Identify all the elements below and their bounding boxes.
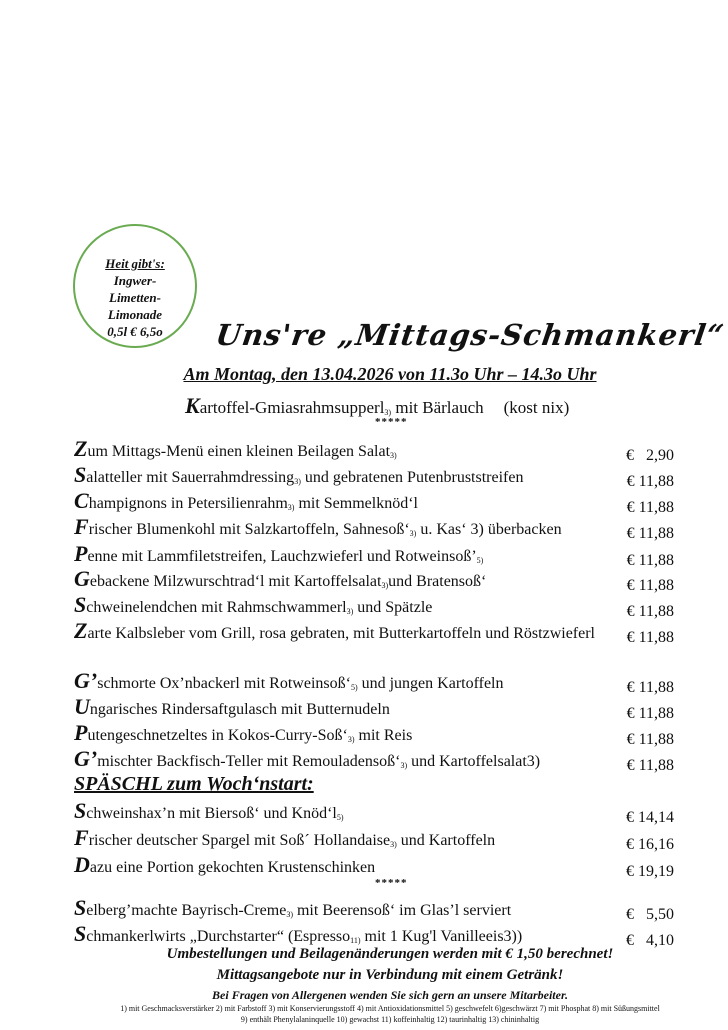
dessert-item: Schmankerlwirts „Durchstarter“ (Espresso$_{11)}$ mit 1 Kug'l Vanilleeis3)) € 4,10 (74, 923, 674, 952)
price: € 11,88 (626, 577, 674, 594)
menu-item: G’mischter Backfisch-Teller mit $Remouladensoß‘_{3)}$ und Kartoffelsalat3) € 11,88 (74, 748, 674, 777)
menu-item: Zum Mittags-Menü einen kleinen Beilagen Salat$_{3)}$ € 2,90 (74, 438, 674, 467)
footer-line-2: Mittagsangebote nur in Verbindung mit einem Getränk! (216, 967, 564, 983)
badge-price: 0,5l € 6,5o (107, 324, 163, 339)
price: € 14,14 (626, 809, 674, 826)
price: € 11,88 (626, 679, 674, 696)
special-item: Schweinshax’n mit Biersoß‘ und $Knöd‘l_{5)}$ € 14,14 (74, 800, 674, 829)
menu-headline: Uns're „Mittags-Schmankerl“ (213, 318, 727, 352)
menu-item: Gebackene Milzwurschtrad‘l mit Kartoffelsalat$_{3)}$und Bratensoß‘ € 11,88 (74, 568, 674, 597)
menu-item: Ungarisches Rindersaftgulasch mit Butternudeln € 11,88 (74, 696, 674, 725)
menu-item: Penne mit Lammfiletstreifen, Lauchzwieferl und $Rotweinsoß’_{5)}$ € 11,88 (74, 543, 674, 572)
price: € 16,16 (626, 836, 674, 853)
price: € 11,88 (626, 603, 674, 620)
footer-line-1: Umbestellungen und Beilagenänderungen werden mit € 1,50 berechnet! (166, 946, 614, 962)
dessert-item: Selberg’machte Bayrisch-Creme$_{3)}$ mit Beerensoß‘ im Glas’l serviert € 5,50 (74, 897, 674, 926)
allergen-legend-1: 1) mit Geschmacksverstärker 2) mit Farbstoff 3) mit Konservierungsstoff 4) mit Antioxidationsmittel 5) geschwefelt 6)geschwärzt 7) mit Phosphat 8) mit Süßungsmittel (120, 1004, 660, 1013)
allergen-legend-2: 9) enthält Phenylalaninquelle 10) gewachst 11) koffeinhaltig 12) taurinhaltig 13) chininhaltig (240, 1015, 540, 1024)
price: € 5,50 (626, 906, 674, 923)
divider-stars: ***** (375, 877, 408, 889)
price: € 11,88 (626, 499, 674, 516)
badge-title: Heit gibt's: (105, 256, 165, 271)
section-title: SPÄSCHL zum Woch‘nstart: (74, 773, 314, 795)
price: € 11,88 (626, 731, 674, 748)
menu-item: G’schmorte Ox’nbackerl mit $Rotweinsoß‘_{5)}$ und jungen Kartoffeln € 11,88 (74, 670, 674, 699)
price: € 2,90 (626, 447, 674, 464)
menu-item: Salatteller mit Sauerrahmdressing$_{3)}$ und gebratenen Putenbruststreifen € 11,88 (74, 464, 674, 493)
menu-item: Zarte Kalbsleber vom Grill, rosa gebraten, mit Butterkartoffeln und Röstzwieferl € 11,88 (74, 620, 674, 649)
price: € 11,88 (626, 552, 674, 569)
daily-special-badge (73, 224, 197, 348)
price: € 11,88 (626, 629, 674, 646)
price: € 19,19 (626, 863, 674, 880)
badge-line: Limonade (107, 307, 163, 322)
special-item: Dazu eine Portion gekochten Krustenschinken € 19,19 (74, 854, 674, 883)
date-line: Am Montag, den 13.04.2026 von 11.3o Uhr – 14.3o Uhr (183, 364, 597, 384)
price: € 4,10 (626, 932, 674, 949)
special-item: Frischer deutscher Spargel mit Soß´ Hollandaise$_{3)}$ und Kartoffeln € 16,16 (74, 827, 674, 856)
price: € 11,88 (626, 705, 674, 722)
price: € 11,88 (626, 473, 674, 490)
divider-stars: ***** (375, 416, 408, 428)
menu-item: Putengeschnetzeltes in Kokos-$Curry-Soß‘_{3)}$ mit Reis € 11,88 (74, 722, 674, 751)
menu-item: Schweinelendchen mit Rahmschwammerl$_{3)}$ und Spätzle € 11,88 (74, 594, 674, 623)
footer-line-3: Bei Fragen von Allergenen wenden Sie sich gern an unsere Mitarbeiter. (212, 988, 568, 1002)
soup-line: Kartoffel-Gmiasrahmsupperl$_{3)}$ mit Bärlauch (kost nix) (185, 393, 570, 418)
menu-item: Frischer Blumenkohl mit Salzkartoffeln, $Sahnesoß‘_{3)}$ u. Kas‘ 3) überbacken € 11,88 (74, 516, 674, 545)
price: € 11,88 (626, 525, 674, 542)
price: € 11,88 (626, 757, 674, 774)
badge-line: Ingwer- (113, 273, 157, 288)
badge-line: Limetten- (109, 290, 161, 305)
menu-item: Champignons in Petersilienrahm$_{3)}$ mit Semmelknöd‘l € 11,88 (74, 490, 674, 519)
